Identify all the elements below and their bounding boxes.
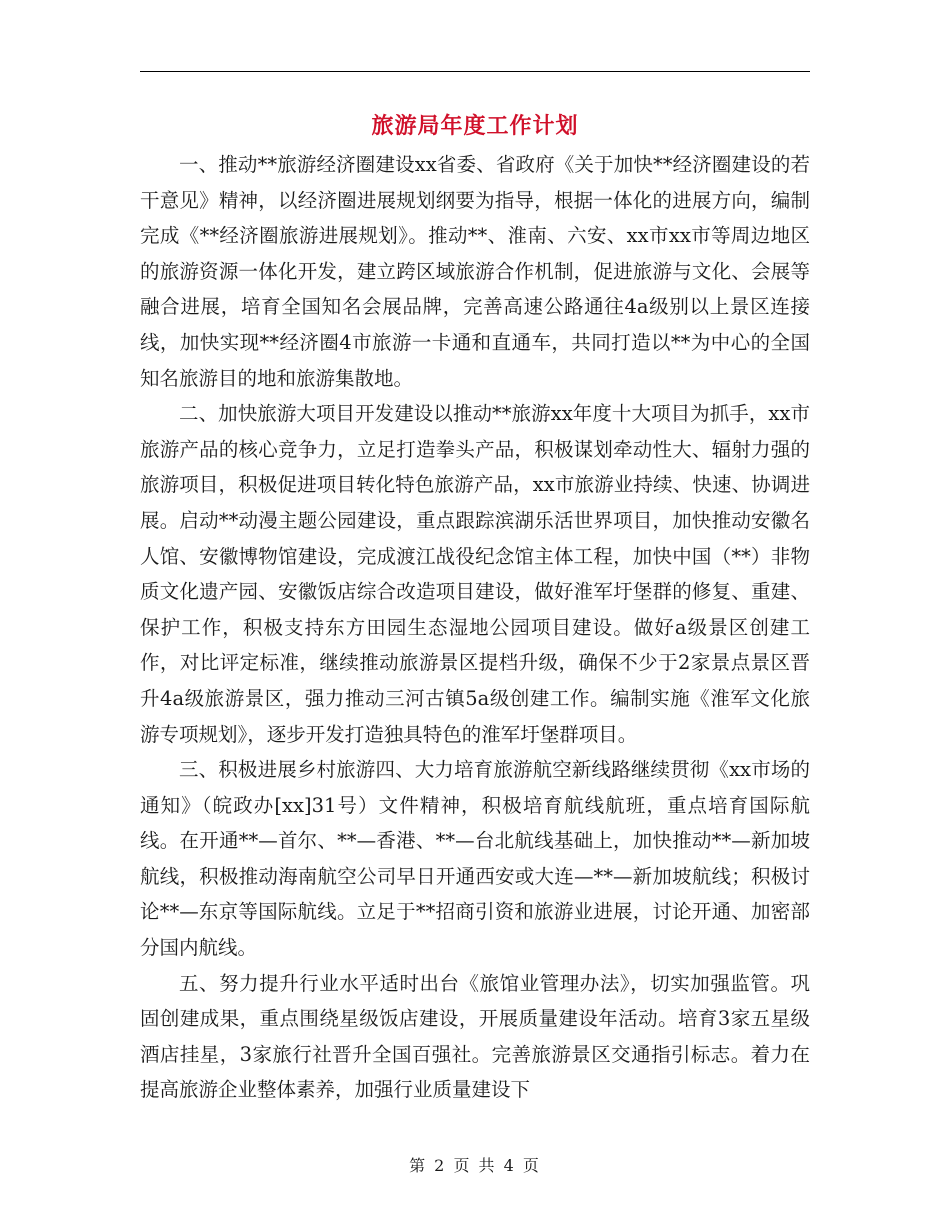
header-rule bbox=[140, 71, 810, 72]
paragraph-1: 一、推动**旅游经济圈建设xx省委、省政府《关于加快**经济圈建设的若干意见》精神，以经济圈进展规划纲要为指导，根据一体化的进展方向，编制完成《**经济圈旅游进展规划》。推动**、淮南、六安、xx市xx市等周边地区的旅游资源一体化开发，建立跨区域旅游合作机制，促进旅游与文化、会展等融合进展，培育全国知名会展品牌，完善高速公路通往4a级别以上景区连接线，加快实现**经济圈4市旅游一卡通和直通车，共同打造以**为中心的全国知名旅游目的地和旅游集散地。 bbox=[140, 153, 810, 390]
page-number: 第 2 页 共 4 页 bbox=[409, 1156, 541, 1175]
paragraph-2: 二、加快旅游大项目开发建设以推动**旅游xx年度十大项目为抓手，xx市旅游产品的核心竞争力，立足打造拳头产品，积极谋划牵动性大、辐射力强的旅游项目，积极促进项目转化特色旅游产品，xx市旅游业持续、快速、协调进展。启动**动漫主题公园建设，重点跟踪滨湖乐活世界项目，加快推动安徽名人馆、安徽博物馆建设，完成渡江战役纪念馆主体工程，加快中国（**）非物质文化遗产园、安徽饭店综合改造项目建设，做好淮军圩堡群的修复、重建、保护工作，积极支持东方田园生态湿地公园项目建设。做好a级景区创建工作，对比评定标准，继续推动旅游景区提档升级，确保不少于2家景点景区晋升4a级旅游景区，强力推动三河古镇5a级创建工作。编制实施《淮军文化旅游专项规划》，逐步开发打造独具特色的淮军圩堡群项目。 bbox=[140, 402, 810, 746]
paragraph-4: 五、努力提升行业水平适时出台《旅馆业管理办法》，切实加强监管。巩固创建成果，重点围绕星级饭店建设，开展质量建设年活动。培育3家五星级酒店挂星，3家旅行社晋升全国百强社。完善旅游景区交通指引标志。着力在提高旅游企业整体素养，加强行业质量建设下 bbox=[140, 971, 810, 1102]
paragraph-3: 三、积极进展乡村旅游四、大力培育旅游航空新线路继续贯彻《xx市场的通知》（皖政办[xx]31号）文件精神，积极培育航线航班，重点培育国际航线。在开通**—首尔、**—香港、**—台北航线基础上，加快推动**—新加坡航线，积极推动海南航空公司早日开通西安或大连—**—新加坡航线；积极讨论**—东京等国际航线。立足于**招商引资和旅游业进展，讨论开通、加密部分国内航线。 bbox=[140, 758, 810, 960]
document-title: 旅游局年度工作计划 bbox=[371, 113, 579, 139]
document-body bbox=[140, 147, 810, 1108]
